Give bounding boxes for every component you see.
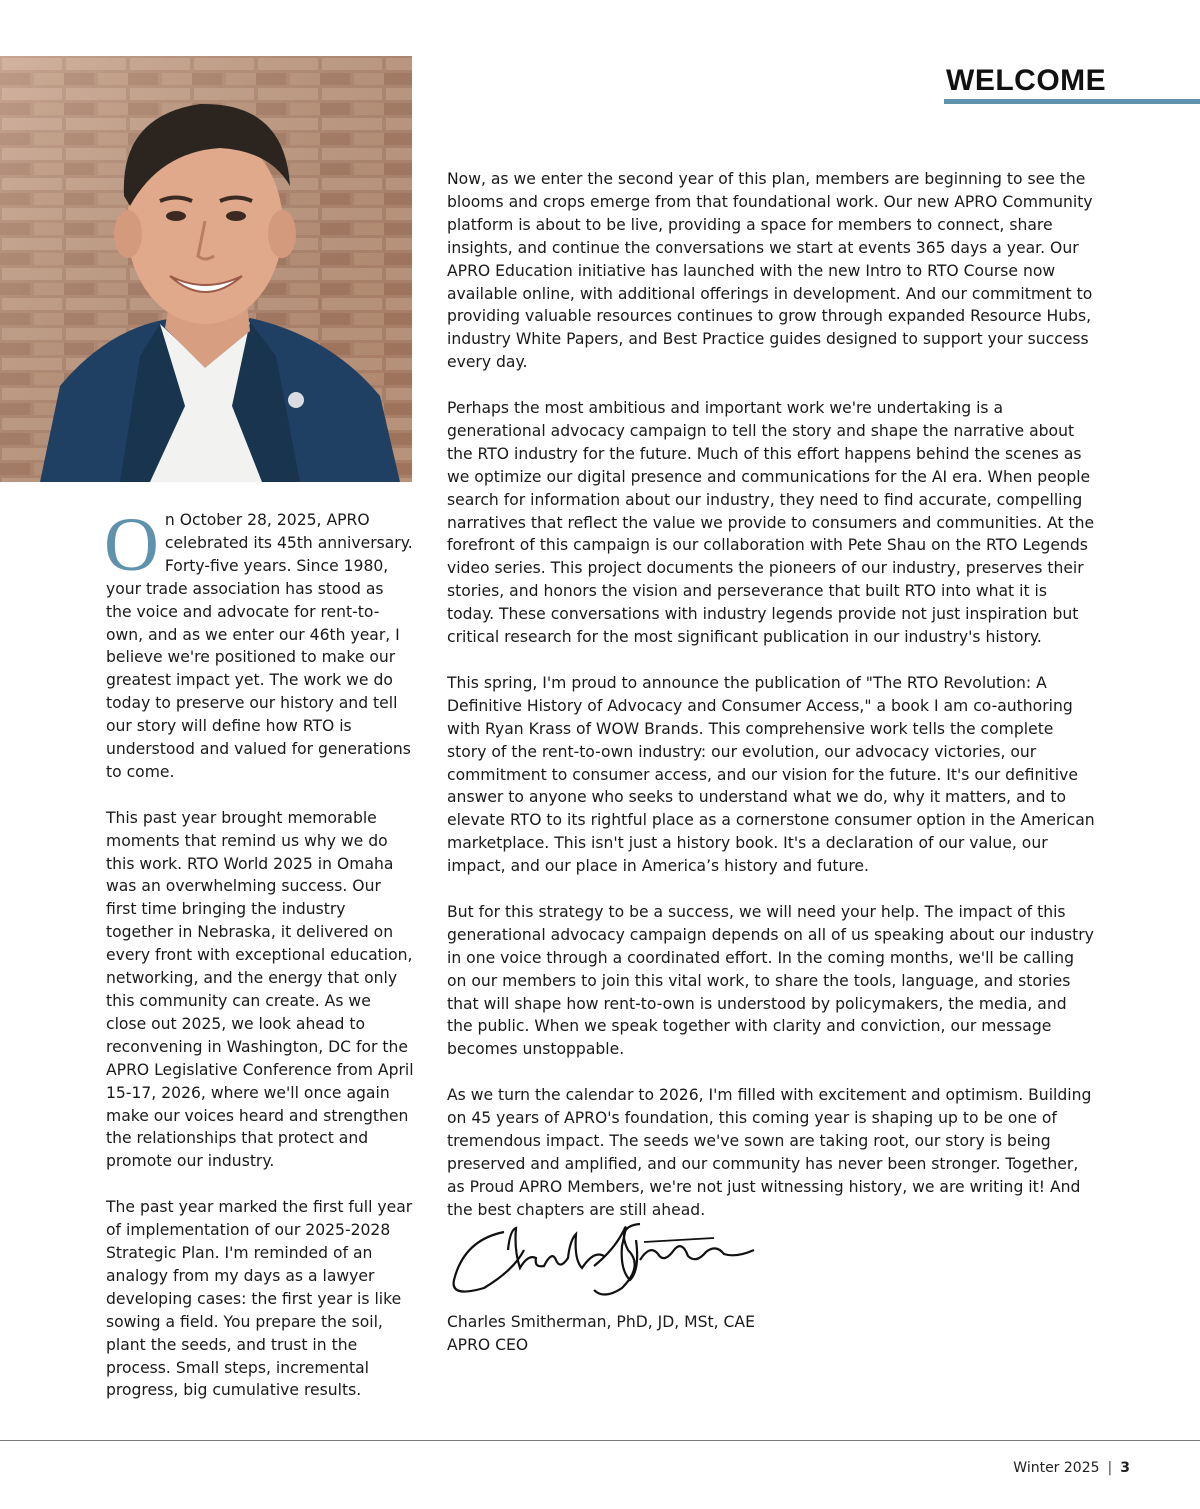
drop-cap: O <box>104 503 159 587</box>
footer-separator: | <box>1107 1460 1113 1476</box>
left-paragraph-2: This past year brought memorable moments that remind us why we do this work. RTO World 2025 in Omaha was an overwhelming success. Our first time bringing the industry together in Nebraska, it delivered on every front with exceptional education, networking, and the energy that only this community can create. As we close out 2025, we look ahead to reconvening in Washington, DC for the APRO Legislative Conference from April 15-17, 2026, where we'll once again make our voices heard and strengthen the relationships that protect and promote our industry. <box>106 808 414 1171</box>
left-text-column <box>104 503 414 1425</box>
page-number: 3 <box>1120 1460 1130 1476</box>
left-paragraph-1 <box>104 503 414 784</box>
signatory-title: APRO CEO <box>447 1336 529 1354</box>
right-paragraph-3: This spring, I'm proud to announce the publication of "The RTO Revolution: A Definitive History of Advocacy and Consumer Access," a book I am co-authoring with Ryan Krass of WOW Brands. This comprehensive work tells the complete story of the rent-to-own industry: our evolution, our advocacy victories, our commitment to consumer access, and our vision for the future. It's our definitive answer to anyone who seeks to understand what we do, why it matters, and to elevate RTO to its rightful place as a cornerstone consumer option in the American marketplace. This isn't just a history book. It's a declaration of our value, our impact, and our place in America’s history and future. <box>447 673 1095 876</box>
footer-rule <box>0 1440 1200 1441</box>
right-text-column <box>447 168 1097 1245</box>
handwritten-signature <box>444 1210 760 1310</box>
left-paragraph-3: The past year marked the first full year of implementation of our 2025-2028 Strategic Plan. I'm reminded of an analogy from my days as a lawyer developing cases: the first year is like sowing a field. You prepare the soil, plant the seeds, and trust in the process. Small steps, incremental progress, big cumulative results. <box>106 1198 413 1400</box>
left-paragraph-1-text: n October 28, 2025, APRO celebrated its 45th anniversary. Forty-five years. Since 1980, your trade association has stood as the voice and advocate for rent-to-own, and as we enter our 46th year, I believe we're positioned to make our greatest impact yet. The work we do today to preserve our history and tell our story will define how RTO is understood and valued for generations to come. <box>106 511 413 781</box>
issue-label: Winter 2025 <box>1013 1460 1100 1476</box>
right-paragraph-4: But for this strategy to be a success, we will need your help. The impact of this generational advocacy campaign depends on all of us speaking about our industry in one voice through a coordinated effort. In the coming months, we'll be calling on our members to join this vital work, to share the tools, language, and stories that will shape how rent-to-own is understood by policymakers, the media, and the public. When we speak together with clarity and conviction, our message becomes unstoppable. <box>447 902 1094 1059</box>
header-accent-rule <box>944 99 1200 104</box>
right-paragraph-1: Now, as we enter the second year of this plan, members are beginning to see the blooms and crops emerge from that foundational work. Our new APRO Community platform is about to be live, providing a space for members to connect, share insights, and continue the conversations we start at events 365 days a year. Our APRO Education initiative has launched with the new Intro to RTO Course now available online, with additional offerings in development. And our commitment to providing valuable resources continues to grow through expanded Resource Hubs, industry White Papers, and Best Practice guides designed to support your success every day. <box>447 170 1093 372</box>
author-photo <box>0 56 412 482</box>
section-header <box>944 66 1200 104</box>
signatory-name: Charles Smitherman, PhD, JD, MSt, CAE <box>447 1313 755 1331</box>
page-footer <box>1013 1460 1130 1476</box>
section-title: WELCOME <box>946 64 1107 97</box>
right-paragraph-2: Perhaps the most ambitious and important work we're undertaking is a generational advocacy campaign to tell the story and shape the narrative about the RTO industry for the future. Much of this effort happens behind the scenes as we optimize our digital presence and communications for the AI era. When people search for information about our industry, they need to find accurate, compelling narratives that reflect the value we provide to consumers and communities. At the forefront of this campaign is our collaboration with Pete Shau on the RTO Legends video series. This project documents the pioneers of our industry, preserves their stories, and honors the vision and perseverance that built RTO into what it is today. These conversations with industry legends provide not just inspiration but critical research for the most significant publication in our industry's history. <box>447 399 1095 647</box>
right-paragraph-5: As we turn the calendar to 2026, I'm filled with excitement and optimism. Building on 45 years of APRO's foundation, this coming year is shaping up to be one of tremendous impact. The seeds we've sown are taking root, our story is being preserved and amplified, and our community has never been stronger. Together, as Proud APRO Members, we're not just witnessing history, we are writing it! And the best chapters are still ahead. <box>447 1086 1092 1219</box>
